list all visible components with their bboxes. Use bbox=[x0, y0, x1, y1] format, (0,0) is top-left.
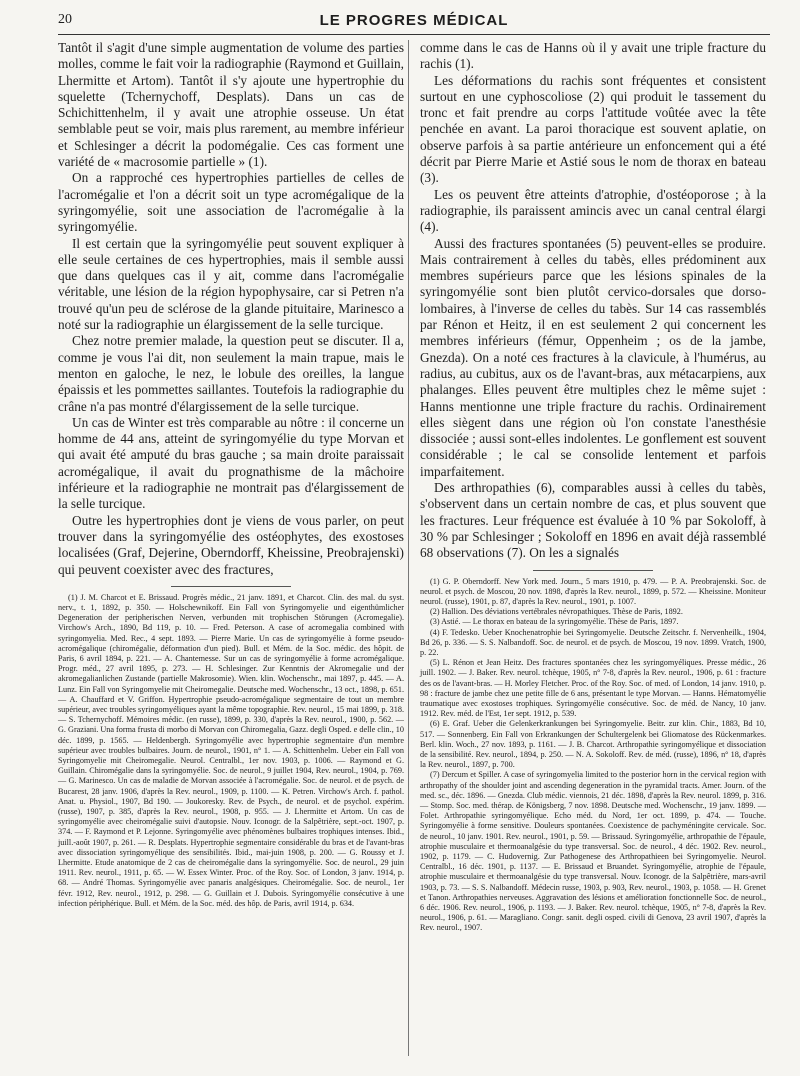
paragraph: Tantôt il s'agit d'une simple augmentation de volume des parties molles, comme le fait voir la radiographie (Raymond et Guillain, Lhermitte et Artom). Tantôt il s'y ajoute une hypertrophie du squelette (Tchernychoff, Desplats). Dans un cas de Schichittenhelm, il y avait une atrophie osseuse. Un état semblable peut se voir, mais plus rarement, au membre inférieur et Schlesinger a décrit la podomégalie. Ces cas forment une variété de « macrosomie partielle » (1). bbox=[58, 40, 404, 170]
page-number: 20 bbox=[58, 12, 72, 27]
footnote-rule bbox=[533, 570, 653, 571]
footnote: (1) G. P. Oberndorff. New York med. Journ., 5 mars 1910, p. 479. — P. A. Preobrajenski. Soc. de neurol. et psych. de Moscou, 20 nov. 1898, d'après la Rev. neurol., 1899, p. 572. — Kheissine. Moniteur neurol. (russe), 1901, p. 87, d'après la Rev. neurol., 1901, p. 1007. bbox=[420, 576, 766, 606]
footnote: (1) J. M. Charcot et E. Brissaud. Progrès médic., 21 janv. 1891, et Charcot. Clin. des mal. du syst. nerv., t. 1, 1892, p. 350. — Holschewnikoff. Ein Fall von Syringomyelie und eigenthümlicher Degeneration der peripherischen Nerven, verbunden mit trophischen Störungen (Acromegalie). Virchow's Arch., 1890, Bd 119, p. 10. — Fred. Peterson. A case of acromegalia combined with syringomyelia. Med. Rec., 4 sept. 1893. — Pierre Marie. Un cas de syringomyélie à forme pseudo-acromégalique (chiromégalie, déformation d'un pied). Bull. et Mém. de la Soc. médic. des hôpit. de Paris, 6 avril 1894, p. 221. — A. Chantemesse. Sur un cas de syringomyélie à forme acromégalique. Progr. méd., 27 avril 1895, p. 273. — H. Schlesinger. Zur Kenntnis der Akromegalie und der akromegalianlichen Zustande (partielle Makrosomie). Wien. klin. Wochenschr., mai 1897, p. 445. — A. Lunz. Ein Fall von Syringomyelie mit Cheiromegalie. Deutsche med. Wochenschr., 13 oct., 1898, p. 651. — A. Chauffard et V. Griffon. Hypertrophie pseudo-acromégalique segmentaire de tout un membre supérieur, avec troubles syringomyéliques ayant la même topographie. Rev. neurol., 15 mai 1899, p. 318. — S. Tchernychoff. Mémoires médic. (en russe), 1899, p. 330, d'après la Rev. neurol., 1900, p. 562. — G. Graziani. Una forma frusta di morbo di Morvan con Chiromegalia, Gazz. degli Osped. e delle clin., 10 déc. 1899, p. 1565. — Heldenbergh. Syringomyélie avec hypertrophie segmentaire d'un membre supérieur avec troubles bulbaires. Journ. de neurol., 1901, n° 1. — A. Schittenhelm. Ueber ein Fall von Syringomyelie mit Cheiromegalie. Neurol. Centralbl., 1er nov. 1903, p. 1006. — Raymond et G. Guillain. Chiromégalie dans la syringomyélie. Soc. de neurol., 9 juillet 1904, Rev. neurol., 1904, p. 769. — G. Marinesco. Un cas de maladie de Morvan associée à l'acromégalie. Soc. de neurol. et de psych. de Bucarest, 28 janv. 1906, d'après la Rev. neurol., 1909, p. 1100. — K. Petren. Virchow's Arch. f. pathol. Anat. u. Physiol., 1907, Bd 190. — Joukoresky. Rev. de Psych., de neurol. et de psychol. expérim. (russe), 1907, p. 385, d'après la Rev. neurol., 1908, p. 955. — J. Lhermitte et Artom. Un cas de syringomyélie avec cheiromégalie suivi d'autopsie. Nouv. Iconogr. de la Salpêtrière, sept.-oct. 1907, p. 374. — F. Raymond et P. Lejonne. Syringomyélie avec phénomènes bulbaires trophiques intenses. Ibid., juill.-août 1907, p. 261. — R. Desplats. Hypertrophie segmentaire considérable du bras et de l'avant-bras avec dissociation syringomyélique des sensibilités. Ibid., mai-juin 1908, p. 200. — G. Roussy et J. Lhermitte. Etude anatomique de 2 cas de cheiromégalie dans la syringomyélie. Soc. de neurol., 29 juin 1911. Rev. neurol., 1911, p. 65. — W. Essex Winter. Proc. of the Roy. Soc. of London, 3 janv. 1914, p. 68. — André Thomas. Syringomyélie avec panaris analgésiques. Cheiromégalie. Soc. de neurol., 1er févr. 1912, Rev. neurol., 1912, p. 298. — G. Guillain et J. Dubois. Syringomyélie consécutive à une infection périphérique. Bull. et Mém. de la Soc. méd. des hôp. de Paris, avril 1914, p. 634. bbox=[58, 592, 404, 908]
paragraph: Outre les hypertrophies dont je viens de vous parler, on peut trouver dans la syringomyélie des ostéophytes, des exostoses localisées (Graf, Dejerine, Oberndorff, Kheissine, Preobrajenski) qui peuvent coexister avec des fractures, bbox=[58, 512, 404, 577]
paragraph: Chez notre premier malade, la question peut se discuter. Il a, comme je vous l'ai dit, non seulement la main trapue, mais le menton en galoche, le nez, le lobule des oreilles, la langue épaissis et les pommettes saillantes. Toutefois la radiographie du crâne n'a pas montré d'élargissement de la selle turcique. bbox=[58, 333, 404, 414]
footnote-rule bbox=[171, 586, 291, 587]
footnote: (3) Astié. — Le thorax en bateau de la syringomyélie. Thèse de Paris, 1897. bbox=[430, 617, 679, 627]
paragraph: Il est certain que la syringomyélie peut souvent expliquer à elle seule certaines de ces hypertrophies, mais il semble aussi que dans quelques cas il y ait, comme dans l'acromégalie véritable, une lésion de la région hypophysaire, car si Petren n'a trouvé qu'un peu de sclérose de la glande pituitaire, Marinesco a noté sur la radiographie un élargissement de la selle turcique. bbox=[58, 235, 404, 333]
left-body-text bbox=[58, 40, 404, 578]
page-header bbox=[58, 12, 770, 28]
paragraph: Un cas de Winter est très comparable au nôtre : il concerne un homme de 44 ans, atteint de syringomyélie du type Morvan et qui avait été amputé du bras gauche ; sa main droite paraissait acromégalique, il avait du prognathisme de la mâchoire inférieure et la radiographie ne montrait pas d'élargissement de la selle turcique. bbox=[58, 414, 404, 512]
paragraph: Des arthropathies (6), comparables aussi à celles du tabès, s'observent dans un certain nombre de cas, et plus souvent que les fractures. Leur fréquence est évaluée à 10 % par Sokoloff, à 30 % par Schlesinger ; Sokoloff en 1896 en avait déjà rassemblé 68 observations (7). On les a signalés bbox=[420, 480, 766, 561]
paragraph: comme dans le cas de Hanns où il y avait une triple fracture du rachis (1). bbox=[420, 40, 766, 72]
footnote: (4) F. Tedesko. Ueber Knochenatrophie bei Syringomyelie. Deutsche Zeitschr. f. Nervenheilk., 1904, Bd 26, p. 336. — S. S. Nalbandoff. Soc. de neurol. et de psych. de Moscou, 19 nov. 1899. Vratch, 1900, p. 22. bbox=[420, 627, 766, 657]
footnote: (2) Hallion. Des déviations vertébrales névropathiques. Thèse de Paris, 1892. bbox=[430, 607, 683, 617]
paragraph: On a rapproché ces hypertrophies partielles de celles de l'acromégalie et l'on a décrit soit un type acromégalique de la syringomyélie, soit une association de l'acromégalie à la syringomyélie. bbox=[58, 170, 404, 235]
right-footnotes bbox=[420, 577, 766, 934]
footnote: (6) E. Graf. Ueber die Gelenkerkrankungen bei Syringomyelie. Beitr. zur klin. Chir., 1883, Bd 10, 517. — Sonnenberg. Ein Fall von Erkrankungen der Schultergelenk bei Gliomatose des Rückenmarkes. Berl. klin. Woch., 27 nov. 1893, p. 1161. — J. B. Charcot. Arthropathie syringomyélique et dissociation de la sensibilité. Rev. neurol., 1894, p. 250. — N. A. Sokoloff. Rev. de méd. (russe), 1896, n° 18, d'après la Rev. neurol., 1897, p. 700. bbox=[420, 719, 766, 770]
header-rule bbox=[58, 34, 770, 35]
paragraph: Les déformations du rachis sont fréquentes et consistent surtout en une cyphoscoliose (2) qui produit le tassement du tronc et fait prendre au corps l'attitude voûtée avec la tête penchée en avant. La paroi thoracique est souvent aplatie, on observe parfois à sa partie antérieure un enfoncement qui a été décrit par Pierre Marie et Astié sous le nom de thorax en bateau (3). bbox=[420, 72, 766, 186]
paragraph: Aussi des fractures spontanées (5) peuvent-elles se produire. Mais contrairement à celles du tabès, elles prédominent aux membres supérieurs parce que les lésions spinales de la syringomyélie sont bien plutôt cervico-dorsales que dorso-lombaires, à l'inverse de celles du tabès. Sur 14 cas rassemblés par Rénon et Heitz, il en est seulement 2 qui concernent les membres inférieurs (fémur, Oppenheim ; os de la jambe, Gnezda). On a noté ces fractures à la clavicule, à l'humérus, au radius, au cubitus, aux os de l'avant-bras, aux métacarpiens, aux phalanges. Elles peuvent être multiples chez le même sujet : Hanns mentionne une triple fracture du rachis. Ordinairement elles siègent dans une région où l'on constate l'anesthésie dissociée ; aussi sont-elles indolentes. Le gonflement est souvent considérable ; le cal se consolide lentement et parfois imparfaitement. bbox=[420, 235, 766, 479]
column-rule bbox=[408, 40, 409, 1056]
footnote: (5) L. Rénon et Jean Heitz. Des fractures spontanées chez les syringomyéliques. Presse médic., 26 juill. 1902. — J. Baker. Rev. neurol. tchèque, 1905, n° 7-8, d'après la Rev. neurol., 1906, p. 61 : fracture des os de l'avant-bras. — H. Morley Fletcher. Proc. of the Roy. Soc. of med. of London, 14 janv. 1910, p. 98 : fracture de jambe chez une petite fille de 6 ans, présentant le type Morvan. — Hanns. Hématomyélie traumatique avec exostoses trophiques. Syringomyélie consécutive. Soc. de méd. de Nancy, 10 janv. 1912. Rev. méd. de l'Est, 1er sept. 1912, p. 539. bbox=[420, 658, 766, 719]
left-footnotes bbox=[58, 593, 404, 909]
paragraph: Les os peuvent être atteints d'atrophie, d'ostéoporose ; à la radiographie, ils paraissent amincis avec un canal central élargi (4). bbox=[420, 186, 766, 235]
right-column bbox=[420, 40, 766, 934]
right-body-text bbox=[420, 40, 766, 562]
journal-title: LE PROGRES MÉDICAL bbox=[319, 12, 509, 29]
left-column bbox=[58, 40, 404, 909]
footnote: (7) Dercum et Spiller. A case of syringomyelia limited to the posterior horn in the cervical region with arthropathy of the shoulder joint and ascending degeneration in the pyramidal tracts. Amer. Journ. of the med. sc., déc. 1896. — Gnezda. Club médic. viennois, 21 déc. 1898, d'après la Rev. neurol. 1899, p. 316. — Stomp. Soc. med. thérap. de Königsberg, 7 nov. 1898. Deutsche med. Wochenschr., 19 janv. 1899. — Folet. Arthropathie syringomyélique. Echo méd. du Nord, 1er oct. 1899, p. 474. — Touche. Syringomyélie à forme sensitive. Douleurs spontanées. Coexistence de pachyméningite cervicale. Soc. de neurol., 10 janv. 1901. Rev. neurol., 1901, p. 59. — Brissaud. Syringomyélie, arthropathie de l'épaule, atrophie musculaire et thermoanalgésie du type transversal. Soc. de neurol., 4 déc. 1902. Rev. neurol., 1902, p. 1179. — C. Hudovernig. Zur Pathogenese des Arthropathieen bei Syringomyelie. Neurol. Centralbl., 16 déc. 1901, p. 1137. — E. Brissaud et Bruandet. Syringomyélie, atrophie de l'épaule, atrophie musculaire et thermoanalgésie du type transversal. Nouv. Iconogr. de la Salpêtrière, mars-avril 1903, p. 73. — S. S. Nalbandoff. Médecin russe, 1903, p. 903, Rev. neurol., 1903, p. 1058. — H. Grenet et Tanon. Arthropathies nerveuses. Aggravation des lésions et amélioration fonctionnelle Soc. de neurol., 6 déc. 1906. Rev. neurol., 1906, p. 1193. — J. Baker. Rev. neurol. tchèque, 1905, n° 7-8, d'après la Rev. neurol., 1906, p. 61. — Maragliano. Congr. sanit. degli osped. civili di Genova, 23 avril 1907, d'après la Rev. neurol., 1907. bbox=[420, 770, 766, 933]
